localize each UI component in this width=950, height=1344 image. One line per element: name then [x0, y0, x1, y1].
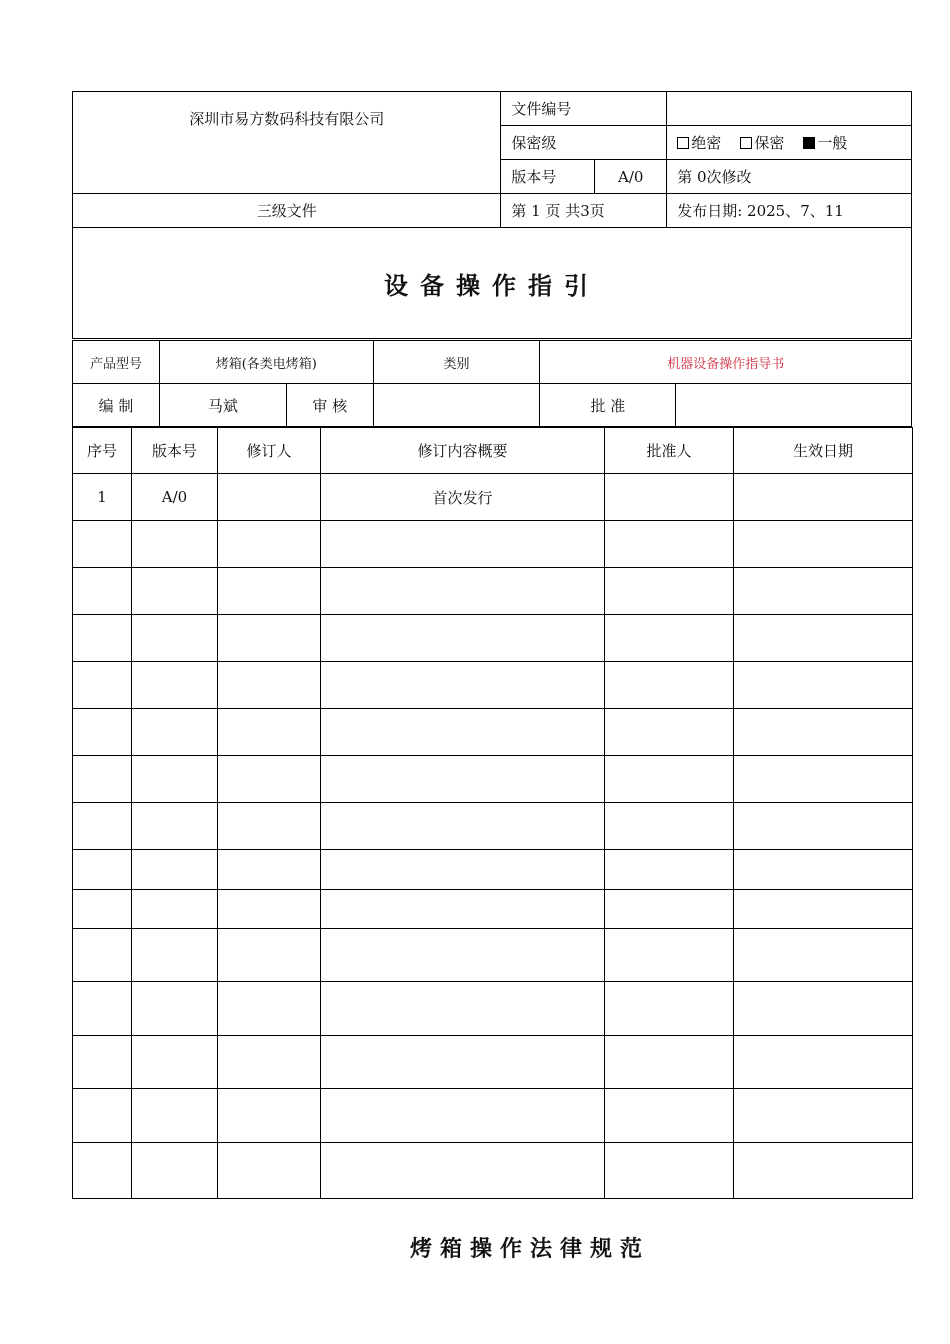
table-cell: [321, 615, 605, 662]
table-cell: [734, 615, 913, 662]
table-cell: [73, 615, 132, 662]
table-cell: [73, 662, 132, 709]
checkbox-empty-icon: [677, 137, 689, 149]
table-cell: [734, 982, 913, 1036]
table-cell: [734, 756, 913, 803]
header-table: [72, 91, 912, 339]
table-row: [73, 756, 913, 803]
table-cell: [73, 1143, 132, 1199]
table-cell: [73, 890, 132, 929]
table-cell: [605, 1089, 734, 1143]
table-row: [73, 615, 913, 662]
table-cell: [734, 521, 913, 568]
checkbox-filled-icon: [803, 137, 815, 149]
table-cell: [132, 709, 218, 756]
table-cell: [218, 890, 321, 929]
table-cell: [132, 756, 218, 803]
model-value: 烤箱(各类电烤箱): [159, 341, 373, 384]
table-cell: [132, 929, 218, 982]
table-cell: [218, 709, 321, 756]
table-cell: [734, 803, 913, 850]
table-cell: [321, 982, 605, 1036]
table-cell: [132, 1036, 218, 1089]
table-cell: [321, 929, 605, 982]
table-row: [73, 709, 913, 756]
section-title: 烤箱操作法律规范: [409, 1236, 650, 1262]
table-cell: [605, 929, 734, 982]
approve-value: [676, 384, 912, 427]
table-cell: [73, 709, 132, 756]
table-cell: [132, 521, 218, 568]
table-cell: [605, 982, 734, 1036]
table-row: [73, 850, 913, 890]
table-cell: [132, 850, 218, 890]
table-cell: [734, 850, 913, 890]
table-cell: [321, 568, 605, 615]
table-cell: [605, 662, 734, 709]
table-cell: [73, 568, 132, 615]
table-cell: [218, 850, 321, 890]
doc-level: 三级文件: [73, 194, 501, 228]
table-cell: [132, 890, 218, 929]
table-cell: [132, 982, 218, 1036]
table-cell: [73, 929, 132, 982]
table-cell: [73, 982, 132, 1036]
table-cell: [132, 662, 218, 709]
table-cell: [734, 1089, 913, 1143]
table-cell: [218, 662, 321, 709]
table-row: [73, 1089, 913, 1143]
header-cell: 版本号: [132, 428, 218, 474]
table-cell: [605, 568, 734, 615]
table-row: [73, 1036, 913, 1089]
table-cell: [73, 1036, 132, 1089]
table-cell: [73, 1089, 132, 1143]
table-row: [73, 662, 913, 709]
table-cell: [218, 929, 321, 982]
category-label: 类别: [373, 341, 540, 384]
info-table: [72, 340, 912, 427]
table-cell: [321, 521, 605, 568]
revision-header-row: [73, 428, 913, 474]
secrecy-options: [667, 126, 912, 160]
table-cell: [218, 521, 321, 568]
table-cell: [605, 850, 734, 890]
table-cell: [321, 1036, 605, 1089]
table-cell: [218, 803, 321, 850]
table-cell: [218, 1036, 321, 1089]
secrecy-option-secret: 保密: [740, 134, 784, 152]
review-label: 审 核: [286, 384, 373, 427]
table-cell: 首次发行: [321, 474, 605, 521]
table-cell: A/0: [132, 474, 218, 521]
secrecy-option-general: 一般: [803, 134, 847, 152]
header-cell: 修订人: [218, 428, 321, 474]
table-cell: [734, 929, 913, 982]
model-label: 产品型号: [73, 341, 160, 384]
page-count: 第 1 页 共3页: [501, 194, 667, 228]
table-row: [73, 890, 913, 929]
table-cell: [605, 474, 734, 521]
file-no-value: [667, 92, 912, 126]
header-cell: 序号: [73, 428, 132, 474]
table-cell: [73, 756, 132, 803]
company-name: 深圳市易方数码科技有限公司: [73, 92, 501, 194]
table-cell: [321, 709, 605, 756]
header-cell: 批准人: [605, 428, 734, 474]
version-value: A/0: [595, 160, 667, 194]
table-cell: [218, 756, 321, 803]
table-cell: [734, 568, 913, 615]
table-cell: [132, 1089, 218, 1143]
table-cell: [218, 1143, 321, 1199]
table-cell: [734, 1036, 913, 1089]
revision-table: [72, 427, 913, 1199]
table-row: [73, 568, 913, 615]
table-cell: [321, 890, 605, 929]
table-cell: [734, 890, 913, 929]
table-row: [73, 982, 913, 1036]
editor-label: 编 制: [73, 384, 160, 427]
table-row: [73, 929, 913, 982]
checkbox-empty-icon: [740, 137, 752, 149]
table-cell: [321, 1089, 605, 1143]
table-cell: [132, 615, 218, 662]
header-cell: 生效日期: [734, 428, 913, 474]
publish-date: 发布日期: 2025、7、11: [667, 194, 912, 228]
category-value: 机器设备操作指导书: [540, 341, 912, 384]
table-cell: [605, 803, 734, 850]
table-cell: [218, 615, 321, 662]
table-cell: [605, 756, 734, 803]
table-cell: 1: [73, 474, 132, 521]
document-title: 设备操作指引: [73, 228, 912, 339]
table-cell: [218, 982, 321, 1036]
table-cell: [218, 1089, 321, 1143]
table-cell: [734, 709, 913, 756]
editor-value: 马斌: [159, 384, 286, 427]
table-cell: [73, 803, 132, 850]
table-cell: [605, 1143, 734, 1199]
table-cell: [605, 521, 734, 568]
table-cell: [132, 1143, 218, 1199]
table-cell: [605, 709, 734, 756]
review-value: [373, 384, 540, 427]
file-no-label: 文件编号: [501, 92, 667, 126]
table-cell: [321, 1143, 605, 1199]
table-row: [73, 474, 913, 521]
table-cell: [321, 803, 605, 850]
header-cell: 修订内容概要: [321, 428, 605, 474]
table-cell: [132, 568, 218, 615]
table-cell: [132, 803, 218, 850]
secrecy-label: 保密级: [501, 126, 667, 160]
table-cell: [321, 756, 605, 803]
table-cell: [321, 662, 605, 709]
secrecy-option-top-secret: 绝密: [677, 134, 721, 152]
table-cell: [73, 850, 132, 890]
table-cell: [321, 850, 605, 890]
table-cell: [734, 1143, 913, 1199]
table-row: [73, 1143, 913, 1199]
table-cell: [218, 474, 321, 521]
table-cell: [734, 474, 913, 521]
table-row: [73, 521, 913, 568]
table-cell: [605, 1036, 734, 1089]
table-cell: [218, 568, 321, 615]
revision-text: 第 0次修改: [667, 160, 912, 194]
table-cell: [605, 615, 734, 662]
table-cell: [605, 890, 734, 929]
table-cell: [73, 521, 132, 568]
approve-label: 批 准: [540, 384, 676, 427]
version-label: 版本号: [501, 160, 595, 194]
table-cell: [734, 662, 913, 709]
table-row: [73, 803, 913, 850]
